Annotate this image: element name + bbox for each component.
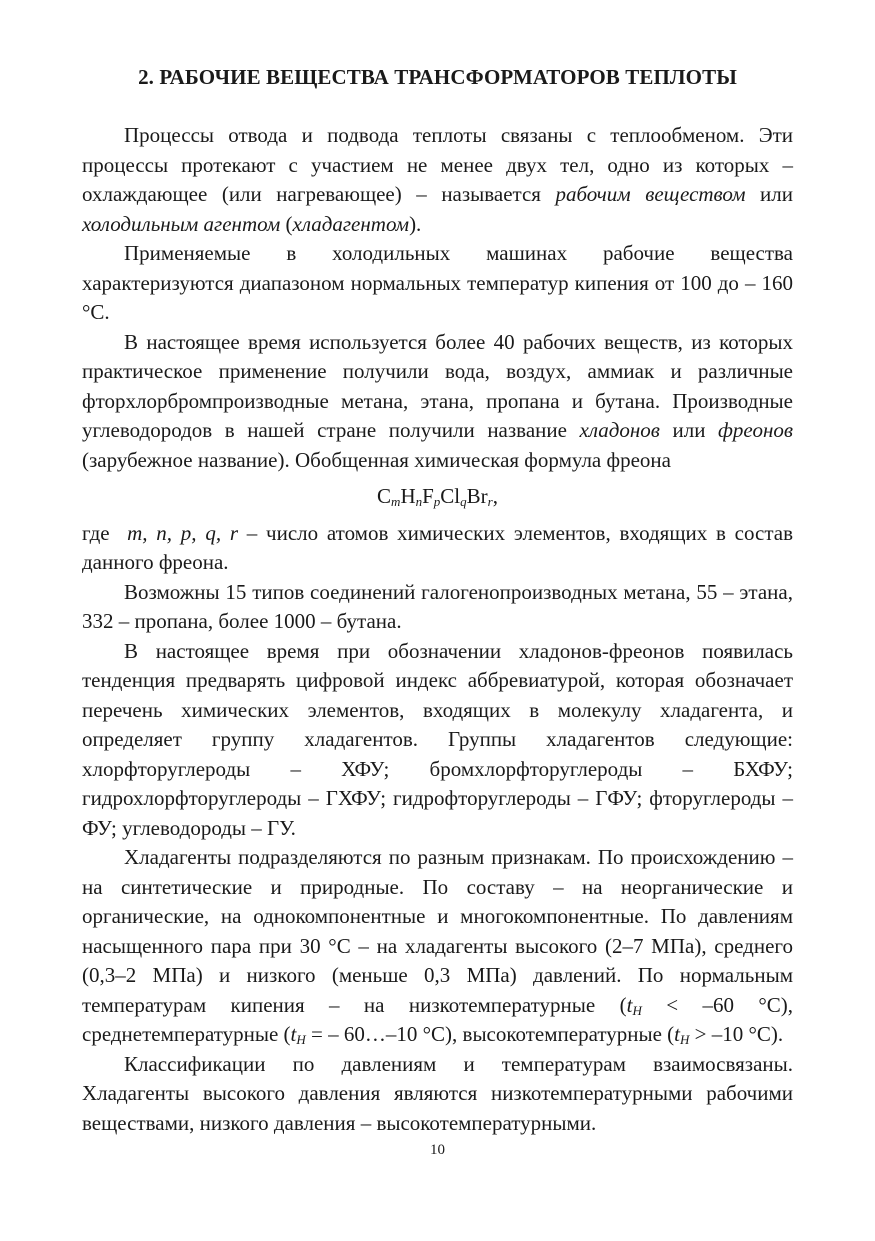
- paragraph-5: Возможны 15 типов соединений галогенопроизводных метана, 55 – этана, 332 – пропана, более 1000 – бутана.: [82, 579, 793, 633]
- term-khladony: хладонов: [579, 418, 660, 442]
- formula-h: H: [400, 484, 416, 508]
- formula-sub-r: r: [487, 494, 493, 509]
- p7-text-c: = – 60…–10 °С), высокотемпературные (: [305, 1022, 675, 1046]
- temp-symbol-1: t: [626, 992, 633, 1017]
- p3-text-b: или: [659, 418, 718, 442]
- temp-sub-1: Н: [632, 1002, 642, 1018]
- paragraph-3: [82, 328, 793, 476]
- p4-text-b: – число атомов химических элементов, входящих в состав данного фреона.: [82, 520, 793, 574]
- page-content: [82, 62, 793, 1138]
- temp-symbol-2: t: [290, 1022, 297, 1046]
- p1-text-d: ).: [409, 211, 422, 236]
- p3-text-a: В настоящее время используется более 40 рабочих веществ, из которых практическое применение получили вода, воздух, аммиак и различные фторхлорбромпроизводные метана, этана, пропана и бутана. Производные углеводородов в нашей стране получили название: [82, 329, 793, 442]
- formula-cl: Cl: [440, 484, 461, 508]
- p7-text-b: < –60 °С), среднетемпературные (: [82, 992, 793, 1046]
- p1-text-c: (: [280, 211, 293, 236]
- formula-end: ,: [492, 484, 498, 508]
- term-working-substance: рабочим веществом: [555, 182, 746, 206]
- p4-text-a: где: [82, 520, 128, 545]
- temp-symbol-3: t: [674, 1022, 681, 1046]
- paragraph-2: Применяемые в холодильных машинах рабочие вещества характеризуются диапазоном нормальных температур кипения от 100 до – 160 °С.: [82, 241, 793, 324]
- formula-sub-q: q: [460, 494, 467, 509]
- formula-variables: m, n, p, q, r: [127, 520, 239, 545]
- formula-c: C: [377, 484, 392, 508]
- formula-f: F: [422, 484, 434, 508]
- term-freony: фреонов: [718, 418, 793, 442]
- paragraph-6: В настоящее время при обозначении хладонов-фреонов появилась тенденция предварять цифровой индекс аббревиатурой, которая обозначает перечень химических элементов, входящих в молекулу хладагента, и определяет группу хладагентов. Группы хладагентов следующие: хлорфторуглероды – ХФУ; бромхлорфторуглероды – БХФУ; гидрохлорфторуглероды – ГХФУ; гидрофторуглероды – ГФУ; фторуглероды – ФУ; углеводороды – ГУ.: [82, 638, 793, 840]
- section-title: 2. РАБОЧИЕ ВЕЩЕСТВА ТРАНСФОРМАТОРОВ ТЕПЛОТЫ: [138, 65, 737, 89]
- formula-sub-p: p: [433, 494, 441, 509]
- temp-sub-2: Н: [296, 1032, 306, 1047]
- term-refrigerant: хладагентом: [292, 211, 410, 236]
- paragraph-4: [82, 519, 793, 578]
- p7-text-d: > –10 °С).: [689, 1022, 784, 1046]
- temp-sub-3: Н: [680, 1032, 690, 1047]
- paragraph-7: [82, 843, 793, 1050]
- formula-br: Br: [466, 484, 488, 508]
- page-number: 10: [430, 1142, 445, 1158]
- formula-sub-n: n: [415, 494, 423, 509]
- freon-formula: [82, 482, 793, 512]
- paragraph-1: [82, 121, 793, 239]
- term-refrigerant-agent: холодильным агентом: [82, 211, 281, 236]
- p7-text-a: Хладагенты подразделяются по разным признакам. По происхождению – на синтетические и природные. По составу – на неорганические и органические, на однокомпонентные и многокомпонентные. По давлениям насыщенного пара при 30 °С – на хладагенты высокого (2–7 МПа), среднего (0,3–2 МПа) и низкого (меньше 0,3 МПа) давлений. По нормальным температурам кипения – на низкотемпературные (: [82, 845, 793, 1017]
- p1-text-a: Процессы отвода и подвода теплоты связаны с теплообменом. Эти процессы протекают с участием не менее двух тел, одно из которых – охлаждающее (или нагревающее) – называется: [82, 123, 793, 206]
- paragraph-8: Классификации по давлениям и температурам взаимосвязаны. Хладагенты высокого давления являются низкотемпературными рабочими веществами, низкого давления – высокотемпературными.: [82, 1051, 793, 1135]
- formula-sub-m: m: [391, 494, 401, 509]
- p1-text-b: или: [745, 182, 793, 206]
- p3-text-c: (зарубежное название). Обобщенная химическая формула фреона: [82, 447, 671, 472]
